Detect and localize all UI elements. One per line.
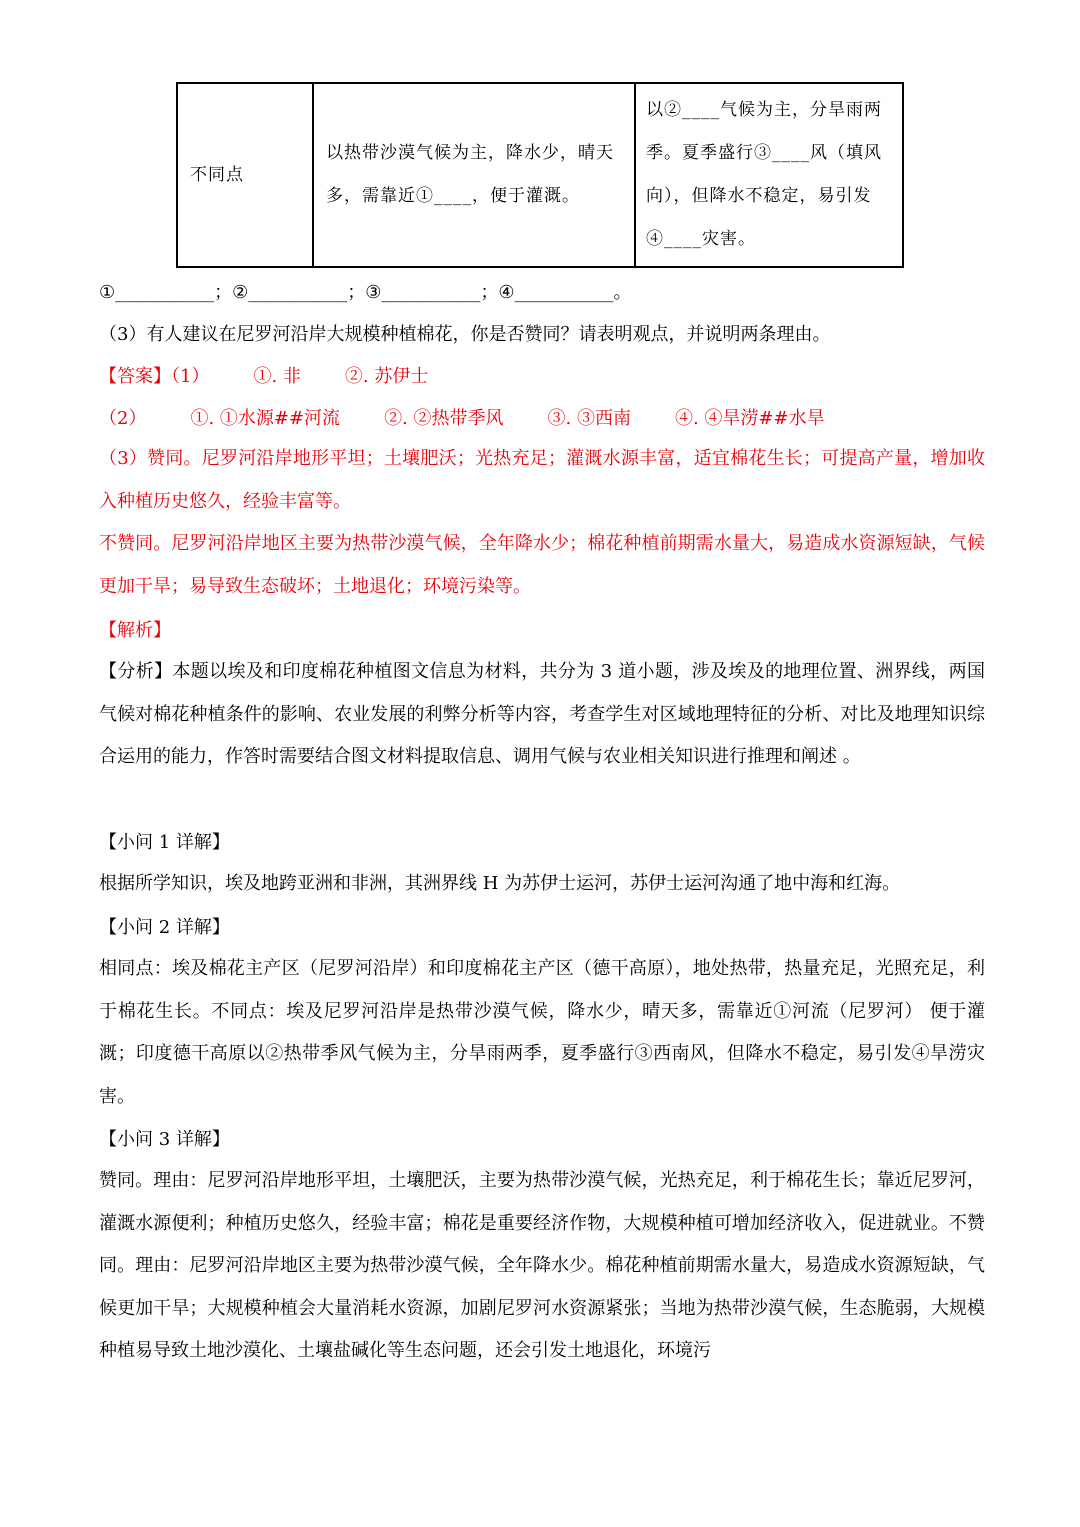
sub2-text: 相同点：埃及棉花主产区（尼罗河沿岸）和印度棉花主产区（德干高原），地处热带，热量充足，光照充足，利于棉花生长。不同点：埃及尼罗河沿岸是热带沙漠气候，降水少，晴天多，需靠近①河流（尼罗河） 便于灌溉；印度德干高原以②热带季风气候为主，分旱雨两季，夏季盛行③西南风，但降水不稳定，易引发④旱涝灾害。 bbox=[99, 958, 985, 1107]
answer-q2-item: ③. ③西南 bbox=[547, 408, 631, 429]
answer-q1-item: ①. 非 bbox=[253, 366, 301, 387]
table-row bbox=[177, 83, 903, 267]
answer-q1-label: （1） bbox=[171, 366, 210, 387]
answer-q1-item: ②. 苏伊士 bbox=[344, 366, 429, 387]
india-cell bbox=[635, 83, 903, 267]
sub1-heading: 【小问 1 详解】 bbox=[99, 832, 230, 853]
blanks-line: ①___________；②___________；③___________；④___________。 bbox=[99, 282, 632, 303]
egypt-cell bbox=[313, 83, 635, 267]
answer-q1-line bbox=[99, 365, 989, 389]
analysis-heading: 【解析】 bbox=[99, 620, 171, 641]
answer-q2-item: ①. ①水源##河流 bbox=[190, 408, 341, 429]
answer-q3-disagree: 不赞同。尼罗河沿岸地区主要为热带沙漠气候，全年降水少；棉花种植前期需水量大，易造成水资源短缺，气候更加干旱；易导致生态破坏；土地退化；环境污染等。 bbox=[99, 533, 985, 597]
answer-q3-agree: （3）赞同。尼罗河沿岸地形平坦；土壤肥沃；光热充足；灌溉水源丰富，适宜棉花生长；可提高产量，增加收入种植历史悠久，经验丰富等。 bbox=[99, 448, 985, 512]
row-label-cell bbox=[177, 83, 313, 267]
answer-heading: 【答案】 bbox=[99, 366, 171, 387]
answer-q2-line bbox=[99, 407, 989, 431]
sub3-text: 赞同。理由：尼罗河沿岸地形平坦，土壤肥沃，主要为热带沙漠气候，光热充足，利于棉花生长；靠近尼罗河，灌溉水源便利；种植历史悠久，经验丰富；棉花是重要经济作物，大规模种植可增加经济收入，促进就业。不赞同。理由：尼罗河沿岸地区主要为热带沙漠气候，全年降水少。棉花种植前期需水量大，易造成水资源短缺，气候更加干旱；大规模种植会大量消耗水资源，加剧尼罗河水资源紧张；当地为热带沙漠气候，生态脆弱，大规模种植易导致土地沙漠化、土壤盐碱化等生态问题，还会引发土地退化，环境污 bbox=[99, 1170, 985, 1361]
question-3: （3）有人建议在尼罗河沿岸大规模种植棉花，你是否赞同？请表明观点，并说明两条理由。 bbox=[99, 324, 831, 345]
india-text: 以②____气候为主，分旱雨两季。夏季盛行③____风（填风向），但降水不稳定，易引发④____灾害。 bbox=[646, 100, 882, 249]
comparison-table bbox=[176, 82, 904, 268]
row-label: 不同点 bbox=[190, 164, 244, 185]
answer-q2-item: ④. ④旱涝##水旱 bbox=[674, 408, 825, 429]
analysis-overview: 【分析】本题以埃及和印度棉花种植图文信息为材料，共分为 3 道小题，涉及埃及的地理位置、洲界线，两国气候对棉花种植条件的影响、农业发展的利弊分析等内容，考查学生对区域地理特征的分析、对比及地理知识综合运用的能力，作答时需要结合图文材料提取信息、调用气候与农业相关知识进行推理和阐述 。 bbox=[99, 661, 985, 767]
answer-q2-label: （2） bbox=[99, 408, 147, 429]
sub3-heading: 【小问 3 详解】 bbox=[99, 1129, 230, 1150]
sub1-text: 根据所学知识，埃及地跨亚洲和非洲，其洲界线 H 为苏伊士运河，苏伊士运河沟通了地中海和红海。 bbox=[99, 873, 901, 894]
sub2-heading: 【小问 2 详解】 bbox=[99, 917, 230, 938]
answer-q2-item: ②. ②热带季风 bbox=[384, 408, 504, 429]
egypt-text: 以热带沙漠气候为主，降水少，晴天多，需靠近①____，便于灌溉。 bbox=[326, 143, 614, 206]
